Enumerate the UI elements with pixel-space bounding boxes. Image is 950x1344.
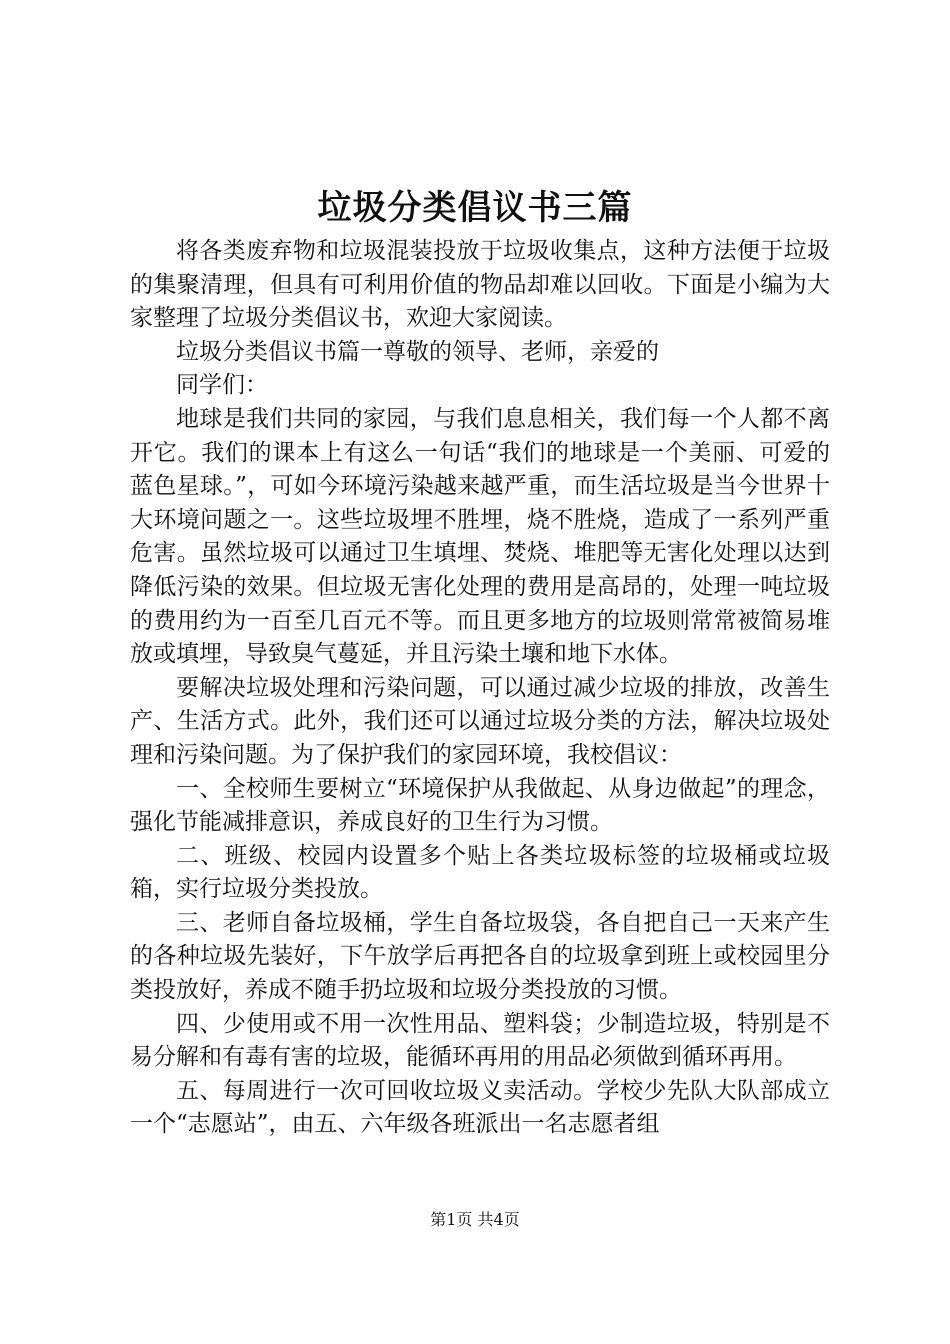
paragraph-solution: 要解决垃圾处理和污染问题，可以通过减少垃圾的排放，改善生产、生活方式。此外，我们还可以通过垃圾分类的方法，解决垃圾处理和污染问题。为了保护我们的家园环境，我校倡议：	[130, 674, 830, 768]
paragraph-item-1: 一、全校师生要树立“环境保护从我做起、从身边做起”的理念，强化节能减排意识，养成良好的卫生行为习惯。	[130, 775, 830, 836]
document-body	[130, 235, 830, 1142]
paragraph-earth: 地球是我们共同的家园，与我们息息相关，我们每一个人都不离开它。我们的课本上有这么一句话“我们的地球是一个美丽、可爱的蓝色星球。”，可如今环境污染越来越严重，而生活垃圾是当今世界十大环境问题之一。这些垃圾埋不胜埋，烧不胜烧，造成了一系列严重危害。虽然垃圾可以通过卫生填埋、焚烧、堆肥等无害化处理以达到降低污染的效果。但垃圾无害化处理的费用是高昂的，处理一吨垃圾的费用约为一百至几百元不等。而且更多地方的垃圾则常常被简易堆放或填埋，导致臭气蔓延，并且污染土壤和地下水体。	[130, 405, 830, 668]
paragraph-item-5: 五、每周进行一次可回收垃圾义卖活动。学校少先队大队部成立一个“志愿站”，由五、六年级各班派出一名志愿者组	[130, 1077, 830, 1138]
paragraph-item-3: 三、老师自备垃圾桶，学生自备垃圾袋，各自把自己一天来产生的各种垃圾先装好，下午放学后再把各自的垃圾拿到班上或校园里分类投放好，养成不随手扔垃圾和垃圾分类投放的习惯。	[130, 909, 830, 1004]
page-footer: 第1页 共4页	[430, 1210, 520, 1229]
document-title: 垃圾分类倡议书三篇	[317, 188, 633, 228]
paragraph-salutation-cont: 同学们：	[176, 372, 268, 399]
paragraph-intro: 将各类废弃物和垃圾混装投放于垃圾收集点，这种方法便于垃圾的集聚清理，但具有可利用价值的物品却难以回收。下面是小编为大家整理了垃圾分类倡议书，欢迎大家阅读。	[130, 238, 830, 332]
paragraph-item-2: 二、班级、校园内设置多个贴上各类垃圾标签的垃圾桶或垃圾箱，实行垃圾分类投放。	[130, 842, 830, 903]
paragraph-salutation: 垃圾分类倡议书篇一尊敬的领导、老师，亲爱的	[176, 338, 659, 365]
paragraph-item-4: 四、少使用或不用一次性用品、塑料袋；少制造垃圾，特别是不易分解和有毒有害的垃圾，能循环再用的用品必须做到循环再用。	[130, 1010, 830, 1071]
